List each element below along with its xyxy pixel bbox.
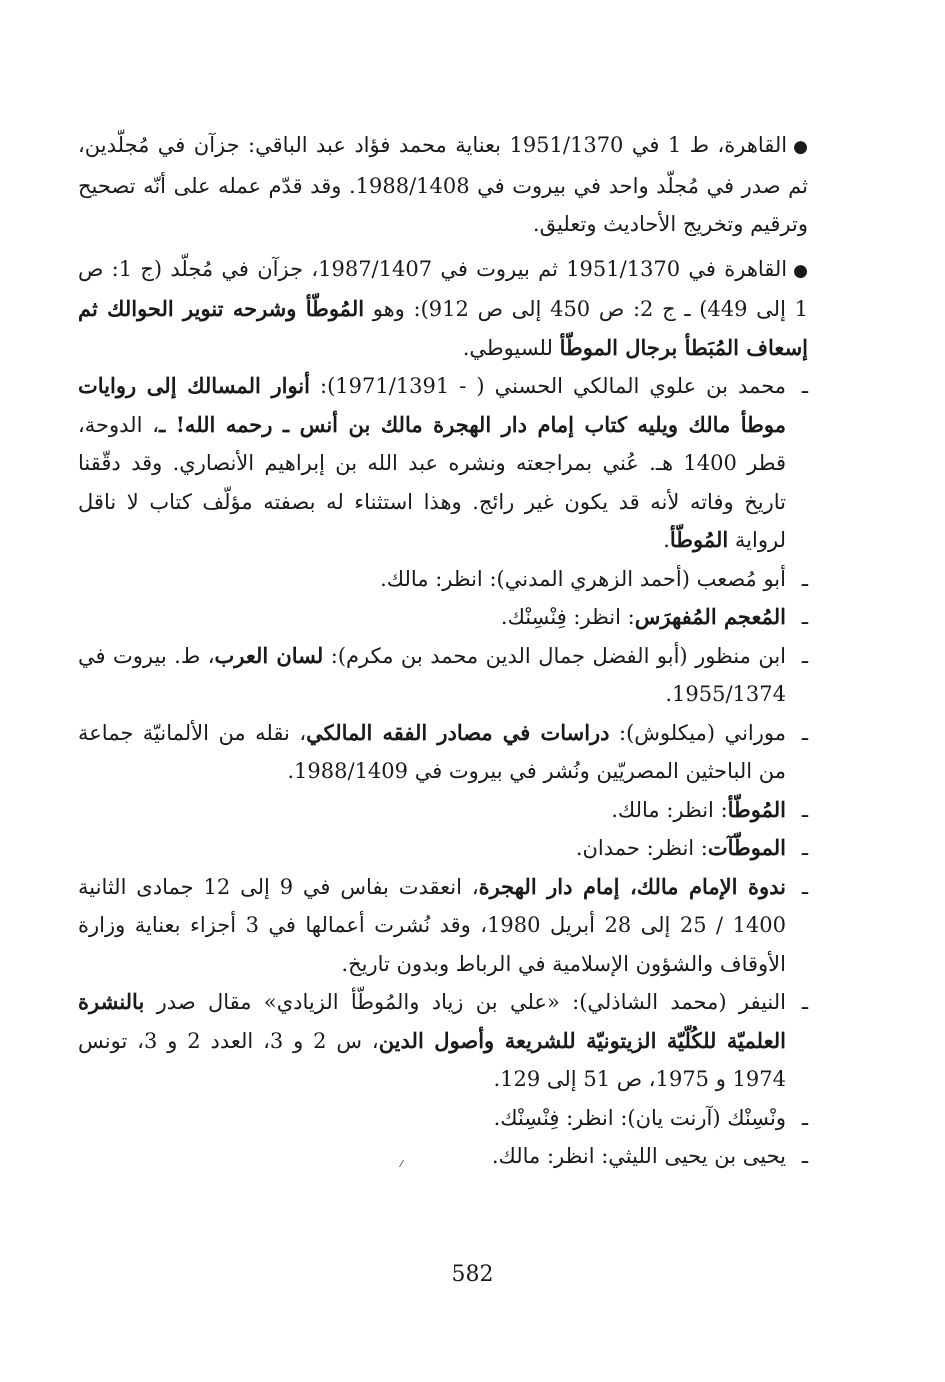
entry-text: أبو مُصعب (أحمد الزهري المدني): انظر: مالك. <box>380 566 786 591</box>
bibliography-entry <box>78 983 808 1099</box>
bibliography-entry <box>78 637 808 714</box>
bibliography-entry <box>78 560 808 599</box>
bold-title: بالنشرة العلميّة للكُلّيّة الزيتونيّة للشريعة وأصول الدين <box>78 989 786 1053</box>
bullet-icon: ● <box>793 260 808 281</box>
entry-text: ، س 2 و 3، العدد 2 و 3، تونس 1974 و 1975، ص 51 إلى 129. <box>78 1028 786 1091</box>
bold-title: المُوطّأ وشرحه تنوير الحوالك ثم إسعاف المُبَطأ برجال الموطّأ <box>78 296 808 360</box>
bold-title: المُعجم المُفهرَس <box>634 604 786 629</box>
entry-text: . <box>663 528 670 552</box>
entry-text: يحيى بن يحيى الليثي: انظر: مالك. <box>491 1144 786 1168</box>
edition-note <box>78 250 808 368</box>
entry-text: ، الدوحة، قطر 1400 هـ. عُني بمراجعته ونشره عبد الله بن إبراهيم الأنصاري. وقد دقّقنا تاريخ وفاته لأنه قد يكون غير رائج. وهذا استثناء له بصفته مؤلّف كتاب لا ناقل لرواية <box>78 412 787 552</box>
entry-text: موراني (ميكلوش): <box>609 720 786 745</box>
bibliography-entry <box>78 1099 808 1138</box>
bibliography-entry <box>78 367 808 560</box>
entry-text: القاهرة، ط 1 في 1951/1370 بعناية محمد فؤاد عبد الباقي: جزآن في مُجلّدين، ثم صدر في مُجلّد واحد في بيروت في 1988/1408. وقد قدّم عمله على أنّه تصحيح وترقيم وتخريج الأحاديث وتعليق. <box>78 133 808 236</box>
entry-text: النيفر (محمد الشاذلي): «علي بن زياد والمُوطّأ الزيادي» مقال صدر <box>144 990 786 1014</box>
entry-text: : انظر: مالك. <box>611 797 728 822</box>
bold-title: أنوار المسالك إلى روايات موطأ مالك ويليه كتاب إمام دار الهجرة مالك بن أنس ـ رحمه الله! ـ <box>78 373 786 437</box>
entry-dash: ـ <box>801 836 808 860</box>
entry-dash: ـ <box>801 605 808 629</box>
entry-dash: ـ <box>801 720 808 745</box>
bold-title: المُوطّأ <box>669 527 729 552</box>
entry-dash: ـ <box>801 374 808 398</box>
bold-title: ندوة الإمام مالك، إمام دار الهجرة <box>478 873 786 899</box>
bibliography-entry <box>78 598 808 637</box>
bibliography-entry <box>78 791 808 830</box>
entry-text: ، ط. بيروت في 1955/1374. <box>78 643 786 706</box>
entry-text: : انظر: حمدان. <box>575 836 708 860</box>
entry-text: ، نقله من الألمانيّة جماعة من الباحثين المصريّين ونُشر في بيروت في 1988/1409. <box>78 720 786 783</box>
entry-dash: ـ <box>801 1144 808 1168</box>
bibliography-entry <box>78 1137 808 1176</box>
entry-text: محمد بن علوي المالكي الحسني ( - 1971/1391): <box>309 374 786 398</box>
bibliography-block <box>78 126 808 1176</box>
bold-title: المُوطّأ <box>727 796 786 822</box>
entry-text: القاهرة في 1951/1370 ثم بيروت في 1987/1407، جزآن في مُجلّد (ج 1: ص 1 إلى 449) ـ ج 2: ص 450 إلى ص 912): وهو <box>78 256 808 321</box>
entry-dash: ـ <box>801 990 808 1014</box>
bibliography-entries <box>78 367 808 1176</box>
bibliography-entry <box>78 714 808 791</box>
entry-dash: ـ <box>801 566 808 591</box>
entry-dash: ـ <box>801 874 808 899</box>
entry-text: ونْسِنْك (آرنت يان): انظر: فِنْسِنْك. <box>493 1105 786 1130</box>
entry-dash: ـ <box>801 1105 808 1130</box>
entry-text: ، انعقدت بفاس في 9 إلى 12 جمادى الثانية 1400 / 25 إلى 28 أبريل 1980، وقد نُشرت أعمالها في 3 أجزاء بعناية وزارة الأوقاف والشؤون الإسلامية في الرباط وبدون تاريخ. <box>78 874 787 976</box>
edition-notes <box>78 126 808 367</box>
bold-title: لسان العرب <box>214 642 324 668</box>
entry-text: للسيوطي. <box>462 335 560 360</box>
entry-dash: ـ <box>801 797 808 822</box>
bold-title: دراسات في مصادر الفقه المالكي <box>306 719 610 745</box>
page-number: 582 <box>451 1262 494 1287</box>
bibliography-entry <box>78 868 808 984</box>
bullet-icon: ● <box>793 137 808 157</box>
edition-note <box>78 126 808 244</box>
entry-text: ابن منظور (أبو الفضل جمال الدين محمد بن مكرم): <box>323 643 787 668</box>
entry-text: : انظر: فِنْسِنْك. <box>500 605 635 629</box>
bold-title: الموطّآت <box>707 835 786 860</box>
bibliography-entry <box>78 829 808 868</box>
entry-dash: ـ <box>801 643 808 668</box>
